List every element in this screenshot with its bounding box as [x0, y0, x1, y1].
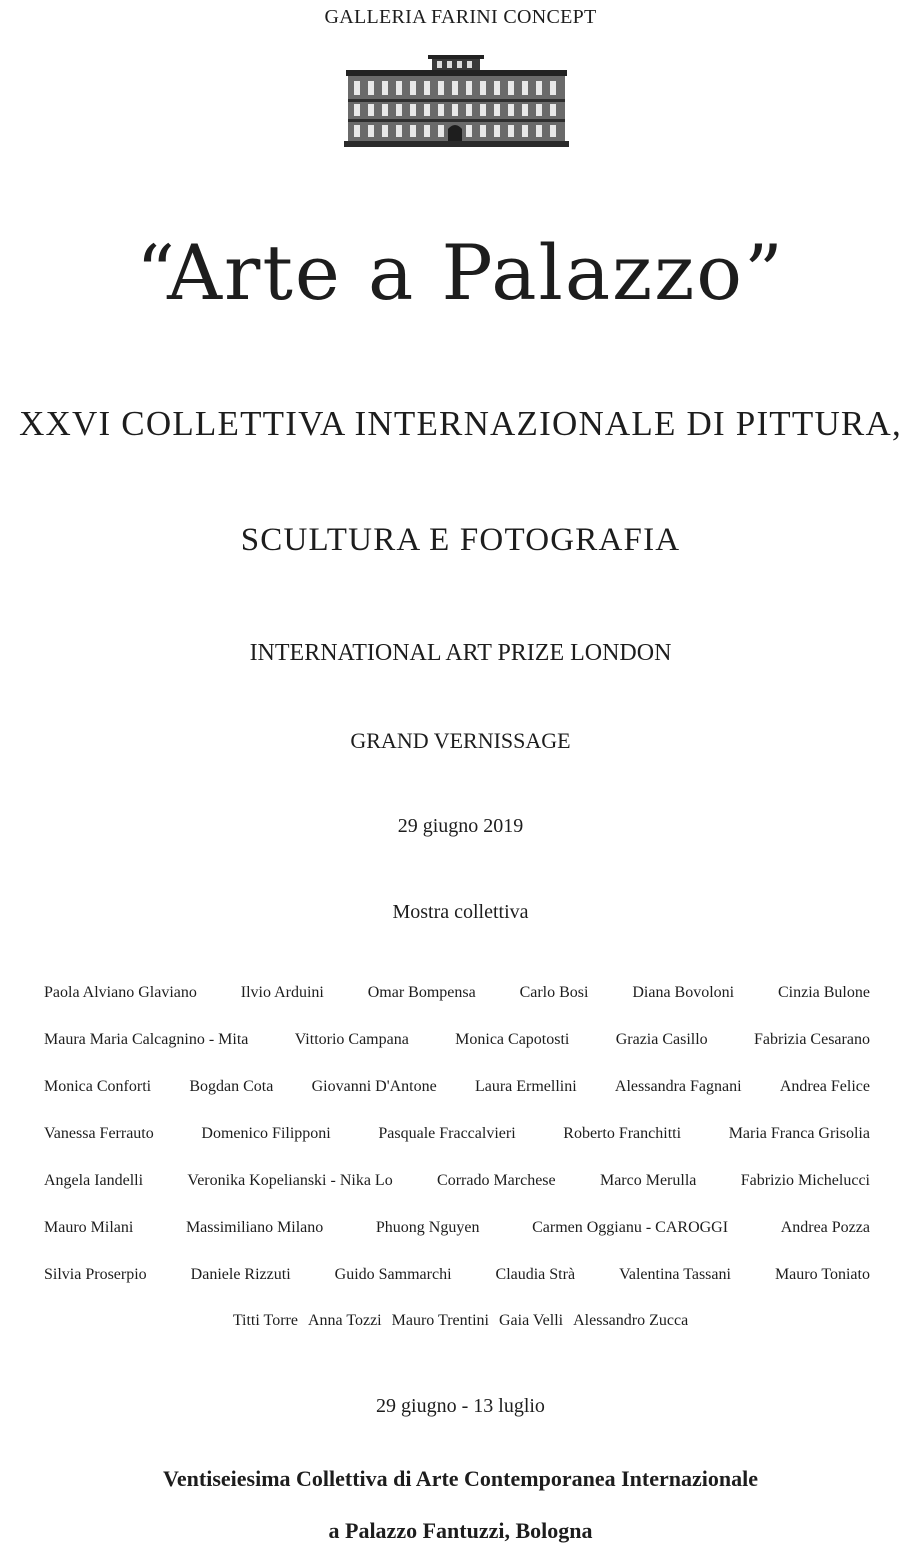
artist-name: Corrado Marchese [437, 1172, 556, 1189]
artist-name: Pasquale Fraccalvieri [378, 1125, 516, 1142]
artist-row [44, 1031, 870, 1049]
artist-row [44, 1266, 870, 1284]
artist-name: Monica Conforti [44, 1078, 152, 1095]
prize-name: INTERNATIONAL ART PRIZE LONDON [249, 640, 672, 666]
artist-name: Roberto Franchitti [563, 1125, 682, 1142]
artist-row [0, 1312, 921, 1330]
artist-name: Maria Franca Grisolia [728, 1125, 870, 1142]
artist-name: Alessandra Fagnani [614, 1078, 742, 1095]
artist-name: Mauro Milani [44, 1219, 134, 1236]
artist-name: Anna Tozzi [307, 1312, 382, 1329]
artist-name: Silvia Proserpio [44, 1266, 147, 1283]
artist-name: Giovanni D'Antone [311, 1078, 437, 1095]
artist-name: Alessandro Zucca [573, 1312, 689, 1329]
artist-name: Gaia Velli [498, 1312, 564, 1329]
show-type: Mostra collettiva [392, 901, 529, 923]
artist-name: Vanessa Ferrauto [44, 1125, 154, 1142]
artist-name: Valentina Tassani [619, 1266, 731, 1283]
vernissage-heading: GRAND VERNISSAGE [350, 728, 571, 753]
artist-name: Mauro Trentini [391, 1312, 489, 1329]
artist-name: Omar Bompensa [367, 984, 476, 1001]
gallery-name: GALLERIA FARINI CONCEPT [324, 6, 597, 28]
footer-line-1: Ventiseiesima Collettiva di Arte Contemporanea Internazionale [163, 1466, 758, 1491]
artist-row [44, 1078, 870, 1096]
artist-name: Fabrizio Michelucci [740, 1172, 870, 1189]
subtitle-line-1: XXVI COLLETTIVA INTERNAZIONALE DI PITTURA, [19, 404, 902, 443]
artist-name: Carlo Bosi [519, 984, 589, 1001]
artist-name: Laura Ermellini [474, 1078, 577, 1095]
artist-name: Grazia Casillo [615, 1031, 708, 1048]
palazzo-building-icon [344, 55, 569, 147]
artist-name: Daniele Rizzuti [190, 1266, 291, 1283]
artist-name: Andrea Pozza [780, 1219, 870, 1236]
exhibition-dates: 29 giugno - 13 luglio [376, 1395, 545, 1417]
artist-name: Cinzia Bulone [777, 984, 870, 1001]
artist-name: Marco Merulla [599, 1172, 697, 1189]
artist-name: Titti Torre [232, 1312, 298, 1329]
artist-name: Paola Alviano Glaviano [44, 984, 197, 1001]
event-date: 29 giugno 2019 [397, 815, 524, 837]
artist-name: Monica Capotosti [455, 1031, 570, 1048]
artist-name: Maura Maria Calcagnino - Mita [44, 1031, 249, 1048]
artist-name: Guido Sammarchi [334, 1266, 452, 1283]
artist-name: Fabrizia Cesarano [754, 1031, 870, 1048]
artist-name: Mauro Toniato [774, 1266, 870, 1283]
artist-row [44, 984, 870, 1002]
artist-row [44, 1172, 870, 1190]
artist-name: Angela Iandelli [44, 1172, 144, 1189]
artist-row [44, 1125, 870, 1143]
main-title: “Arte a Palazzo” [136, 228, 785, 317]
artist-name: Bogdan Cota [189, 1078, 274, 1095]
artist-name: Andrea Felice [779, 1078, 870, 1095]
artist-row [44, 1219, 870, 1237]
artist-name: Carmen Oggianu - CAROGGI [532, 1219, 729, 1236]
artist-name: Phuong Nguyen [375, 1219, 480, 1236]
artist-name: Claudia Strà [495, 1266, 576, 1283]
artist-name: Ilvio Arduini [240, 984, 324, 1001]
artist-name: Veronika Kopelianski - Nika Lo [187, 1172, 393, 1189]
artist-name: Diana Bovoloni [632, 984, 735, 1001]
artist-name: Domenico Filipponi [201, 1125, 331, 1142]
footer-line-2: a Palazzo Fantuzzi, Bologna [328, 1518, 593, 1543]
subtitle-line-2: SCULTURA E FOTOGRAFIA [240, 522, 681, 558]
artist-name: Massimiliano Milano [185, 1219, 324, 1236]
artist-name: Vittorio Campana [294, 1031, 409, 1048]
